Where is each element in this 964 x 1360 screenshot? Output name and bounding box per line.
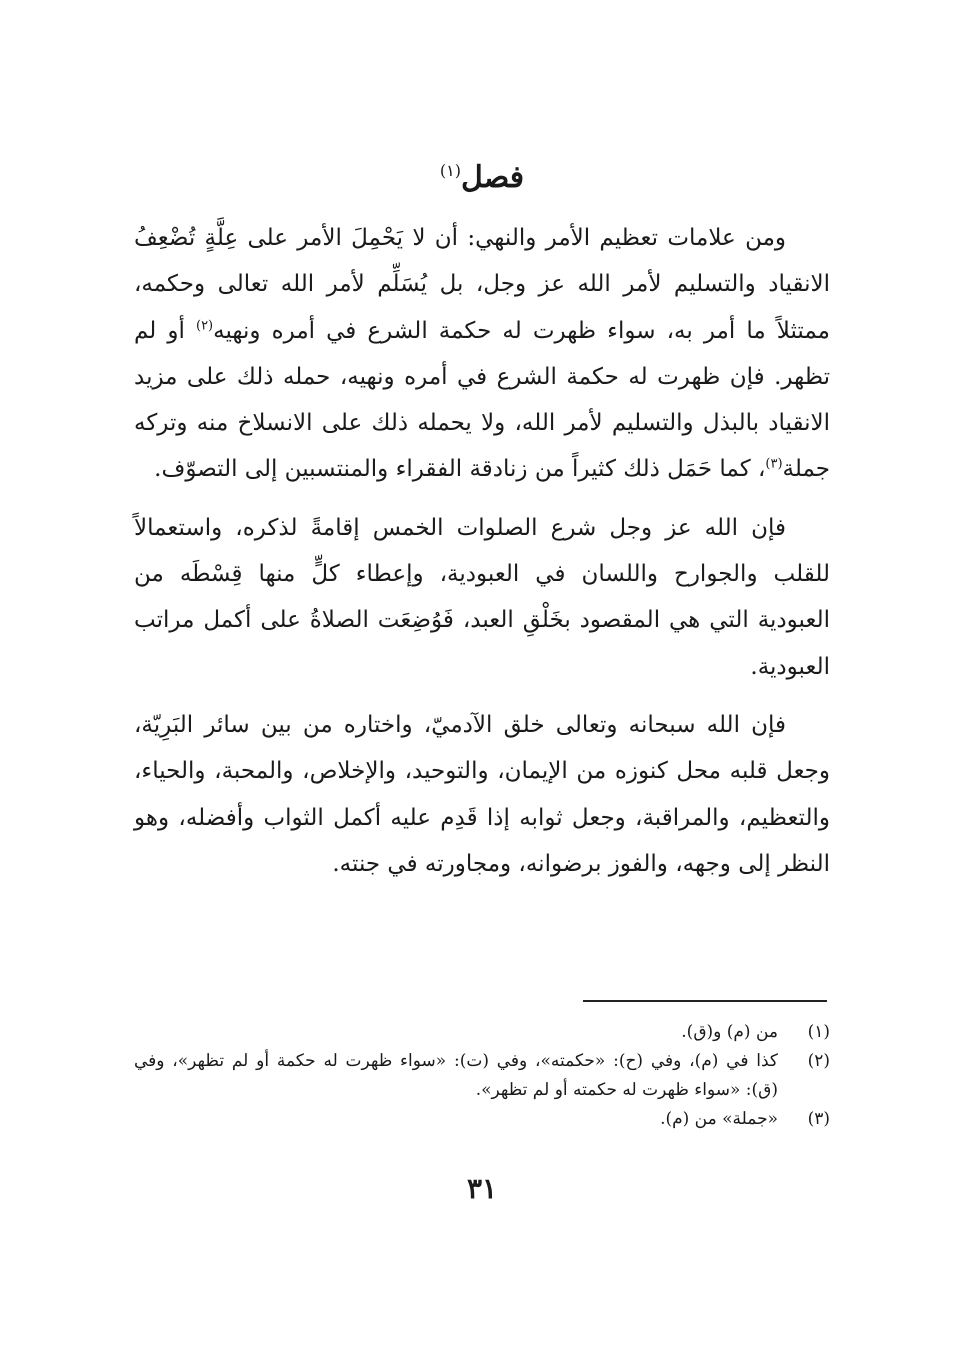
footnote	[134, 1105, 830, 1134]
paragraph	[134, 215, 830, 493]
body-text	[134, 215, 830, 899]
footnote	[134, 1047, 830, 1105]
section-heading	[0, 150, 964, 206]
footnote	[134, 1018, 830, 1047]
footnote-ref: (٢)	[195, 317, 214, 333]
footnote-number: (٣)	[807, 1109, 830, 1129]
paragraph-text: فإن الله عز وجل شرع الصلوات الخمس إقامةً لذكره، واستعمالاً للقلب والجوارح واللسان في العبودية، وإعطاء كلٍّ منها قِسْطَه من العبودية التي هي المقصود بخَلْقِ العبد، فَوُضِعَت الصلاةُ على أكمل مراتب العبودية.	[134, 514, 830, 680]
paragraph-text: ومن علامات تعظيم الأمر والنهي: أن لا يَحْمِلَ الأمر على عِلَّةٍ تُضْعِفُ الانقياد والتسليم لأمر الله عز وجل، بل يُسَلِّم لأمر الله تعالى وحكمه، ممتثلاً ما أمر به، سواء ظهرت له حكمة الشرع في أمره ونهيه	[134, 225, 830, 344]
paragraph-text: ، كما حَمَل ذلك كثيراً من زنادقة الفقراء والمنتسبين إلى التصوّف.	[154, 456, 766, 483]
footnote-text: «جملة» من (م).	[660, 1109, 778, 1129]
footnote-text: كذا في (م)، وفي (ح): «حكمته»، وفي (ت): «سواء ظهرت له حكمة أو لم تظهر»، وفي (ق): «سواء ظهرت له حكمته أو لم تظهر».	[134, 1051, 778, 1100]
footnote-number: (١)	[807, 1022, 830, 1042]
footnote-ref: (١)	[439, 161, 461, 180]
paragraph-text: فإن الله سبحانه وتعالى خلق الآدميّ، واختاره من بين سائر البَرِيّة، وجعل قلبه محل كنوزه من الإيمان، والتوحيد، والإخلاص، والمحبة، والحياء، والتعظيم، والمراقبة، وجعل ثوابه إذا قَدِم عليه أكمل الثواب وأفضله، وهو النظر إلى وجهه، والفوز برضوانه، ومجاورته في جنته.	[134, 711, 830, 877]
paragraph	[134, 505, 830, 690]
footnotes	[134, 1018, 830, 1134]
page-number: ٣١	[466, 1172, 498, 1205]
section-title: فصل	[461, 160, 525, 195]
paragraph-text: أو لم تظهر. فإن ظهرت له حكمة الشرع في أمره ونهيه، حمله ذلك على مزيد الانقياد بالبذل والتسليم لأمر الله، ولا يحمله ذلك على الانسلاخ منه وتركه جملة	[134, 317, 830, 483]
footnote-number: (٢)	[807, 1051, 830, 1071]
footnote-ref: (٣)	[765, 456, 783, 472]
footnote-divider	[583, 1000, 827, 1002]
paragraph	[134, 702, 830, 887]
footnote-text: من (م) و(ق).	[681, 1022, 778, 1042]
